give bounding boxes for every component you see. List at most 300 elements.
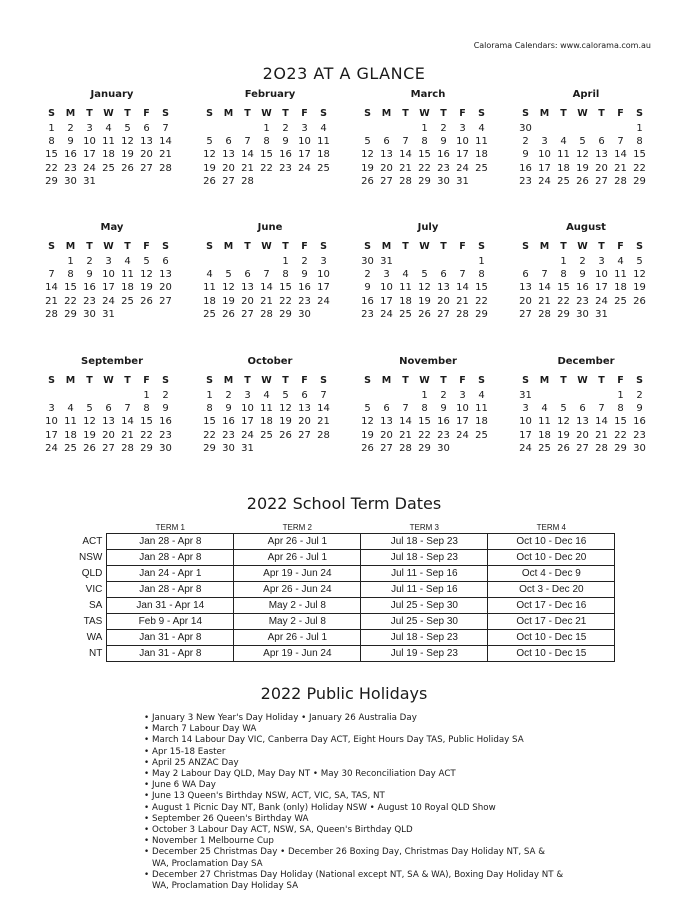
day-cell: 5	[124, 123, 131, 134]
day-cell	[42, 389, 61, 402]
term-date-cell: Jan 28 - Apr 8	[107, 534, 234, 550]
day-cell: 9	[86, 269, 93, 281]
weekday-label: S	[320, 375, 327, 386]
day-cell: 24	[45, 442, 58, 454]
day-cell: 30	[437, 175, 450, 187]
day-cell: 19	[361, 429, 374, 441]
day-cell: 18	[557, 162, 570, 174]
day-cell: 24	[519, 442, 532, 454]
weekday-label: T	[598, 108, 605, 119]
day-cell: 18	[475, 416, 488, 428]
term-date-cell: Jan 31 - Apr 14	[107, 598, 234, 614]
day-cell: 14	[121, 416, 134, 428]
weekday-label: M	[65, 108, 76, 119]
weekday-label: T	[440, 108, 447, 119]
day-cell: 27	[380, 175, 393, 187]
day-cell: 5	[206, 136, 213, 148]
weekday-label: F	[143, 108, 150, 119]
weekday-label: T	[124, 375, 131, 386]
weekday-label: W	[419, 375, 430, 386]
day-cell	[396, 255, 415, 268]
day-cell: 28	[317, 429, 330, 441]
day-cell	[592, 389, 611, 402]
day-cell: 1	[478, 256, 485, 267]
day-cell: 1	[48, 123, 55, 134]
term-row	[79, 566, 615, 582]
month-name: April	[572, 89, 600, 100]
month-name: October	[247, 356, 293, 367]
day-cell: 1	[421, 123, 428, 134]
day-cell: 18	[317, 149, 330, 161]
day-cell: 18	[538, 429, 551, 441]
day-cell: 17	[45, 429, 58, 441]
day-cell: 9	[225, 403, 232, 415]
term-date-cell: Oct 17 - Dec 16	[488, 598, 615, 614]
term-date-cell: Oct 17 - Dec 21	[488, 614, 615, 630]
term-row	[79, 646, 615, 662]
day-cell: 16	[279, 149, 292, 161]
term-row	[79, 630, 615, 646]
day-cell	[611, 122, 630, 135]
day-cell: 18	[399, 295, 412, 307]
day-cell: 7	[598, 403, 605, 415]
day-cell: 31	[83, 175, 96, 187]
day-cell: 23	[519, 175, 532, 187]
holiday-item: • May 2 Labour Day QLD, May Day NT • May 30 Reconciliation Day ACT	[144, 769, 564, 780]
day-cell: 3	[598, 256, 605, 267]
day-cell	[573, 122, 592, 135]
day-cell	[314, 442, 333, 455]
day-cell: 2	[364, 269, 371, 281]
day-cell: 29	[64, 308, 77, 320]
day-cell: 17	[538, 162, 551, 174]
day-cell: 22	[203, 429, 216, 441]
term-date-cell: Jan 24 - Apr 1	[107, 566, 234, 582]
day-cell	[554, 122, 573, 135]
day-cell: 24	[595, 295, 608, 307]
day-cell: 25	[102, 162, 115, 174]
day-cell: 28	[260, 308, 273, 320]
state-label: ACT	[82, 536, 103, 547]
day-cell: 12	[222, 282, 235, 294]
day-cell: 11	[203, 282, 216, 294]
day-cell: 27	[222, 175, 235, 187]
day-cell: 19	[418, 295, 431, 307]
day-cell: 22	[64, 295, 77, 307]
weekday-label: T	[282, 108, 289, 119]
month-grid	[358, 239, 494, 321]
day-cell: 31	[519, 390, 532, 401]
day-cell: 20	[576, 429, 589, 441]
day-cell: 19	[83, 429, 96, 441]
day-cell	[156, 308, 175, 321]
day-cell: 2	[162, 390, 169, 401]
day-cell: 24	[102, 295, 115, 307]
day-cell: 15	[260, 149, 273, 161]
weekday-label: S	[364, 108, 371, 119]
state-label: VIC	[85, 584, 103, 595]
day-cell: 17	[241, 416, 254, 428]
day-cell: 4	[560, 136, 567, 148]
day-cell: 19	[576, 162, 589, 174]
day-cell: 5	[579, 136, 586, 148]
weekday-label: S	[206, 241, 213, 252]
day-cell: 10	[456, 136, 469, 148]
weekday-label: S	[522, 108, 529, 119]
day-cell: 8	[421, 403, 428, 415]
day-cell: 25	[121, 295, 134, 307]
day-cell: 12	[83, 416, 96, 428]
day-cell	[257, 442, 276, 455]
day-cell: 13	[519, 282, 532, 294]
month-name: September	[81, 356, 143, 367]
term-date-cell: Jul 25 - Sep 30	[361, 614, 488, 630]
weekday-label: S	[48, 375, 55, 386]
day-cell: 23	[83, 295, 96, 307]
day-cell: 27	[519, 308, 532, 320]
day-cell	[358, 122, 377, 135]
day-cell	[99, 389, 118, 402]
weekday-label: S	[48, 108, 55, 119]
weekday-label: F	[459, 108, 466, 119]
day-cell: 6	[579, 403, 586, 415]
day-cell: 3	[48, 403, 55, 415]
day-cell: 13	[437, 282, 450, 294]
day-cell: 19	[222, 295, 235, 307]
day-cell: 23	[437, 429, 450, 441]
day-cell: 11	[475, 136, 488, 148]
weekday-label: T	[86, 375, 93, 386]
term-date-cell: Jul 11 - Sep 16	[361, 582, 488, 598]
month-name: July	[417, 222, 439, 233]
day-cell: 29	[418, 175, 431, 187]
day-cell	[472, 175, 491, 188]
month-grid	[200, 239, 336, 321]
weekday-label: M	[381, 375, 392, 386]
day-cell: 28	[159, 162, 172, 174]
term-header: TERM 4	[536, 522, 567, 532]
day-cell: 18	[64, 429, 77, 441]
term-date-cell: Jan 28 - Apr 8	[107, 582, 234, 598]
day-cell: 25	[475, 162, 488, 174]
day-cell: 2	[301, 256, 308, 267]
day-cell: 21	[399, 429, 412, 441]
state-label: SA	[89, 600, 103, 611]
day-cell: 26	[83, 442, 96, 454]
weekday-label: M	[65, 375, 76, 386]
weekday-label: W	[103, 241, 114, 252]
day-cell: 12	[557, 416, 570, 428]
day-cell: 17	[102, 282, 115, 294]
source-credit: Calorama Calendars: www.calorama.com.au	[473, 41, 651, 50]
day-cell: 10	[241, 403, 254, 415]
day-cell	[377, 389, 396, 402]
day-cell: 20	[241, 295, 254, 307]
day-cell: 21	[241, 162, 254, 174]
day-cell: 20	[222, 162, 235, 174]
day-cell: 16	[64, 149, 77, 161]
term-date-cell: Oct 10 - Dec 20	[488, 550, 615, 566]
month-name: August	[566, 222, 606, 233]
month-april	[516, 88, 652, 188]
day-cell: 25	[399, 308, 412, 320]
day-cell	[118, 308, 137, 321]
day-cell	[516, 255, 535, 268]
day-cell: 1	[67, 256, 74, 267]
day-cell: 15	[279, 282, 292, 294]
day-cell: 2	[636, 390, 643, 401]
day-cell: 8	[48, 136, 55, 148]
day-cell: 5	[86, 403, 93, 415]
day-cell: 15	[475, 282, 488, 294]
day-cell: 8	[636, 136, 643, 148]
day-cell: 26	[222, 308, 235, 320]
month-grid	[358, 106, 494, 188]
day-cell: 6	[383, 136, 390, 148]
month-november	[358, 355, 494, 455]
day-cell: 30	[298, 308, 311, 320]
weekday-label: S	[320, 241, 327, 252]
day-cell: 9	[364, 282, 371, 294]
weekday-label: S	[478, 375, 485, 386]
day-cell: 7	[617, 136, 624, 148]
day-cell: 1	[143, 390, 150, 401]
day-cell: 28	[456, 308, 469, 320]
day-cell: 14	[456, 282, 469, 294]
day-cell: 17	[595, 282, 608, 294]
day-cell: 20	[380, 162, 393, 174]
month-march	[358, 88, 494, 188]
month-january	[42, 88, 178, 188]
day-cell	[156, 175, 175, 188]
day-cell: 19	[203, 162, 216, 174]
weekday-label: F	[143, 241, 150, 252]
day-cell	[358, 389, 377, 402]
day-cell: 5	[636, 256, 643, 267]
day-cell: 10	[456, 403, 469, 415]
weekday-label: S	[206, 108, 213, 119]
month-july	[358, 221, 494, 321]
term-date-cell: Apr 26 - Jul 1	[234, 534, 361, 550]
day-cell	[118, 175, 137, 188]
day-cell: 1	[421, 390, 428, 401]
term-row	[79, 550, 615, 566]
day-cell	[80, 389, 99, 402]
weekday-label: F	[617, 241, 624, 252]
weekday-label: M	[539, 241, 550, 252]
day-cell: 28	[595, 442, 608, 454]
day-cell: 5	[421, 269, 428, 281]
day-cell: 16	[437, 416, 450, 428]
day-cell: 30	[64, 175, 77, 187]
holiday-item: • April 25 ANZAC Day	[144, 758, 564, 769]
term-date-cell: Apr 26 - Jul 1	[234, 550, 361, 566]
day-cell: 13	[102, 416, 115, 428]
weekday-label: T	[244, 375, 251, 386]
day-cell: 16	[83, 282, 96, 294]
day-cell: 24	[380, 308, 393, 320]
day-cell	[535, 389, 554, 402]
day-cell: 3	[459, 390, 466, 401]
day-cell: 28	[121, 442, 134, 454]
day-cell: 4	[206, 269, 213, 281]
day-cell: 22	[557, 295, 570, 307]
day-cell: 15	[418, 149, 431, 161]
holidays-list	[144, 713, 564, 892]
day-cell: 20	[437, 295, 450, 307]
day-cell	[630, 308, 649, 321]
day-cell: 11	[317, 136, 330, 148]
day-cell: 26	[140, 295, 153, 307]
day-cell: 19	[633, 282, 646, 294]
day-cell	[396, 389, 415, 402]
day-cell: 24	[456, 429, 469, 441]
day-cell: 14	[595, 416, 608, 428]
day-cell	[554, 389, 573, 402]
day-cell: 17	[83, 149, 96, 161]
day-cell: 26	[418, 308, 431, 320]
day-cell: 29	[557, 308, 570, 320]
day-cell: 23	[159, 429, 172, 441]
day-cell: 14	[538, 282, 551, 294]
state-label: TAS	[83, 616, 103, 627]
day-cell: 27	[576, 442, 589, 454]
term-date-cell: Jul 19 - Sep 23	[361, 646, 488, 662]
day-cell: 11	[399, 282, 412, 294]
weekday-label: T	[244, 108, 251, 119]
month-june	[200, 221, 336, 321]
day-cell: 9	[579, 269, 586, 281]
term-date-cell: Oct 3 - Dec 20	[488, 582, 615, 598]
term-row	[79, 582, 615, 598]
day-cell: 4	[478, 123, 485, 134]
weekday-label: W	[419, 108, 430, 119]
day-cell: 15	[64, 282, 77, 294]
day-cell	[611, 308, 630, 321]
weekday-label: W	[103, 375, 114, 386]
weekday-label: T	[244, 241, 251, 252]
month-name: February	[244, 89, 296, 100]
weekday-label: M	[223, 375, 234, 386]
day-cell: 16	[519, 162, 532, 174]
day-cell: 12	[633, 269, 646, 281]
day-cell: 10	[519, 416, 532, 428]
day-cell: 25	[64, 442, 77, 454]
day-cell: 3	[86, 123, 93, 134]
day-cell: 28	[45, 308, 58, 320]
day-cell: 31	[380, 256, 393, 267]
day-cell: 27	[159, 295, 172, 307]
weekday-label: S	[48, 241, 55, 252]
month-february	[200, 88, 336, 188]
day-cell: 3	[105, 256, 112, 267]
holidays-title: 2022 Public Holidays	[260, 684, 428, 703]
day-cell: 18	[102, 149, 115, 161]
day-cell: 9	[282, 136, 289, 148]
day-cell	[257, 175, 276, 188]
day-cell: 8	[143, 403, 150, 415]
month-grid	[42, 106, 178, 188]
day-cell: 9	[162, 403, 169, 415]
day-cell: 29	[140, 442, 153, 454]
day-cell: 5	[282, 390, 289, 401]
day-cell: 25	[557, 175, 570, 187]
day-cell: 7	[402, 403, 409, 415]
day-cell: 13	[380, 149, 393, 161]
weekday-label: W	[577, 375, 588, 386]
day-cell: 31	[595, 308, 608, 320]
day-cell: 26	[361, 175, 374, 187]
weekday-label: W	[419, 241, 430, 252]
day-cell: 30	[519, 123, 532, 134]
day-cell: 22	[633, 162, 646, 174]
day-cell: 5	[560, 403, 567, 415]
month-grid	[42, 239, 178, 321]
day-cell: 29	[203, 442, 216, 454]
day-cell: 4	[263, 390, 270, 401]
term-row	[79, 534, 615, 550]
day-cell: 15	[418, 416, 431, 428]
day-cell: 21	[538, 295, 551, 307]
day-cell: 7	[263, 269, 270, 281]
day-cell	[377, 122, 396, 135]
day-cell: 28	[614, 175, 627, 187]
day-cell: 3	[244, 390, 251, 401]
day-cell: 21	[317, 416, 330, 428]
month-october	[200, 355, 336, 455]
day-cell: 12	[121, 136, 134, 148]
weekday-label: W	[261, 241, 272, 252]
term-date-cell: Oct 4 - Dec 9	[488, 566, 615, 582]
day-cell: 6	[244, 269, 251, 281]
weekday-label: T	[598, 375, 605, 386]
weekday-label: T	[560, 108, 567, 119]
day-cell: 15	[557, 282, 570, 294]
day-cell: 20	[140, 149, 153, 161]
day-cell: 2	[522, 136, 529, 148]
day-cell: 21	[260, 295, 273, 307]
day-cell: 4	[67, 403, 74, 415]
day-cell: 26	[633, 295, 646, 307]
day-cell: 20	[595, 162, 608, 174]
day-cell: 22	[260, 162, 273, 174]
month-name: November	[399, 356, 457, 367]
day-cell	[42, 255, 61, 268]
weekday-label: S	[364, 375, 371, 386]
day-cell	[434, 255, 453, 268]
term-date-cell: Apr 26 - Jul 1	[234, 630, 361, 646]
weekday-label: F	[459, 241, 466, 252]
weekday-label: T	[124, 108, 131, 119]
day-cell: 4	[402, 269, 409, 281]
day-cell	[453, 255, 472, 268]
day-cell	[99, 175, 118, 188]
day-cell: 6	[301, 390, 308, 401]
day-cell: 2	[86, 256, 93, 267]
holiday-item: • August 1 Picnic Day NT, Bank (only) Holiday NSW • August 10 Royal QLD Show	[144, 803, 564, 814]
month-december	[516, 355, 652, 455]
month-name: December	[557, 356, 615, 367]
weekday-label: T	[124, 241, 131, 252]
day-cell	[295, 442, 314, 455]
day-cell: 2	[67, 123, 74, 134]
day-cell: 1	[263, 123, 270, 134]
day-cell: 16	[298, 282, 311, 294]
day-cell: 6	[225, 136, 232, 148]
day-cell: 14	[45, 282, 58, 294]
day-cell	[137, 308, 156, 321]
weekday-label: S	[320, 108, 327, 119]
